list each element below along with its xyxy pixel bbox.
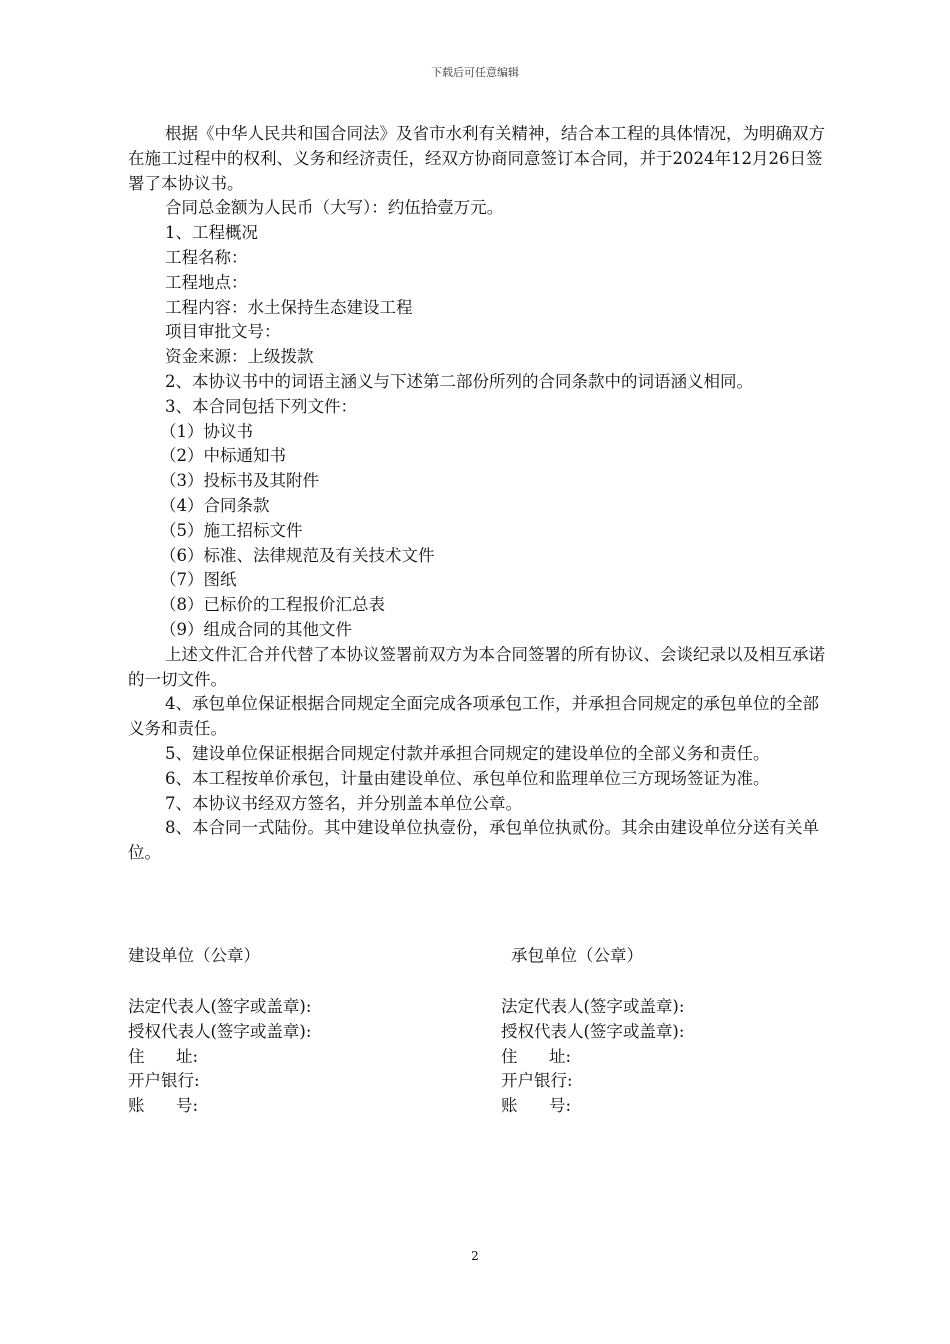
signature-field-row [128, 1045, 848, 1070]
section-1-heading: 1、工程概况 [165, 223, 258, 243]
contractor-legal-rep: 法定代表人(签字或盖章): [501, 997, 685, 1016]
signature-field-row [128, 1020, 848, 1045]
project-name: 工程名称： [165, 247, 248, 267]
contractor-title: 承包单位（公章） [511, 946, 643, 965]
project-content: 工程内容：水土保持生态建设工程 [165, 297, 413, 317]
supersede-paragraph: 上述文件汇合并代替了本协议签署前双方为本合同签署的所有协议、会谈纪录以及相互承诺的一切文件。 [128, 644, 825, 689]
intro-paragraph: 根据《中华人民共和国合同法》及省市水利有关精神，结合本工程的具体情况，为明确双方在施工过程中的权利、义务和经济责任，经双方协商同意签订本合同，并于2024年12月26日签署了本协议书。 [128, 124, 825, 193]
signature-fields [128, 995, 848, 1119]
contractor-address: 住 址: [501, 1046, 572, 1066]
doc-item: （3）投标书及其附件 [160, 471, 319, 491]
doc-item: （4）合同条款 [160, 495, 270, 515]
signature-block [128, 944, 848, 969]
section-4: 4、承包单位保证根据合同规定全面完成各项承包工作，并承担合同规定的承包单位的全部义务和责任。 [128, 694, 819, 739]
owner-account: 账 号: [128, 1096, 199, 1116]
contractor-authorized-rep: 授权代表人(签字或盖章): [501, 1021, 685, 1041]
owner-bank: 开户银行: [128, 1071, 200, 1091]
section-7: 7、本协议书经双方签名，并分别盖本单位公章。 [165, 793, 522, 813]
signature-field-row [128, 995, 848, 1020]
contract-amount: 合同总金额为人民币（大写）：约伍拾壹万元。 [165, 198, 504, 218]
project-location: 工程地点： [165, 272, 248, 292]
contractor-account: 账 号: [501, 1096, 572, 1116]
doc-item: （6）标准、法律规范及有关技术文件 [160, 545, 435, 565]
signature-field-row [128, 1094, 848, 1119]
section-2: 2、本协议书中的词语主涵义与下述第二部份所列的合同条款中的词语涵义相同。 [165, 371, 753, 391]
page-header: 下载后可任意编辑 [431, 66, 519, 79]
doc-item: （9）组成合同的其他文件 [160, 619, 352, 639]
section-5: 5、建设单位保证根据合同规定付款并承担合同规定的建设单位的全部义务和责任。 [165, 743, 770, 763]
section-3-heading: 3、本合同包括下列文件： [165, 396, 357, 416]
contractor-bank: 开户银行: [501, 1071, 573, 1091]
owner-legal-rep: 法定代表人(签字或盖章): [128, 997, 312, 1016]
doc-item: （1）协议书 [160, 421, 253, 441]
section-8: 8、本合同一式陆份。其中建设单位执壹份，承包单位执贰份。其余由建设单位分送有关单位。 [128, 818, 819, 863]
owner-address: 住 址: [128, 1046, 199, 1066]
owner-authorized-rep: 授权代表人(签字或盖章): [128, 1021, 312, 1041]
fund-source: 资金来源：上级拨款 [165, 347, 314, 367]
doc-item: （8）已标价的工程报价汇总表 [160, 595, 385, 615]
doc-item: （7）图纸 [160, 570, 237, 590]
doc-item: （5）施工招标文件 [160, 520, 303, 540]
section-6: 6、本工程按单价承包，计量由建设单位、承包单位和监理单位三方现场签证为准。 [165, 768, 770, 788]
approval-number: 项目审批文号： [165, 322, 281, 342]
signature-field-row [128, 1069, 848, 1094]
owner-title: 建设单位（公章） [128, 946, 260, 965]
page-number: 2 [471, 1249, 479, 1263]
doc-item: （2）中标通知书 [160, 446, 286, 466]
contract-body [128, 122, 828, 866]
signature-titles [128, 944, 848, 969]
